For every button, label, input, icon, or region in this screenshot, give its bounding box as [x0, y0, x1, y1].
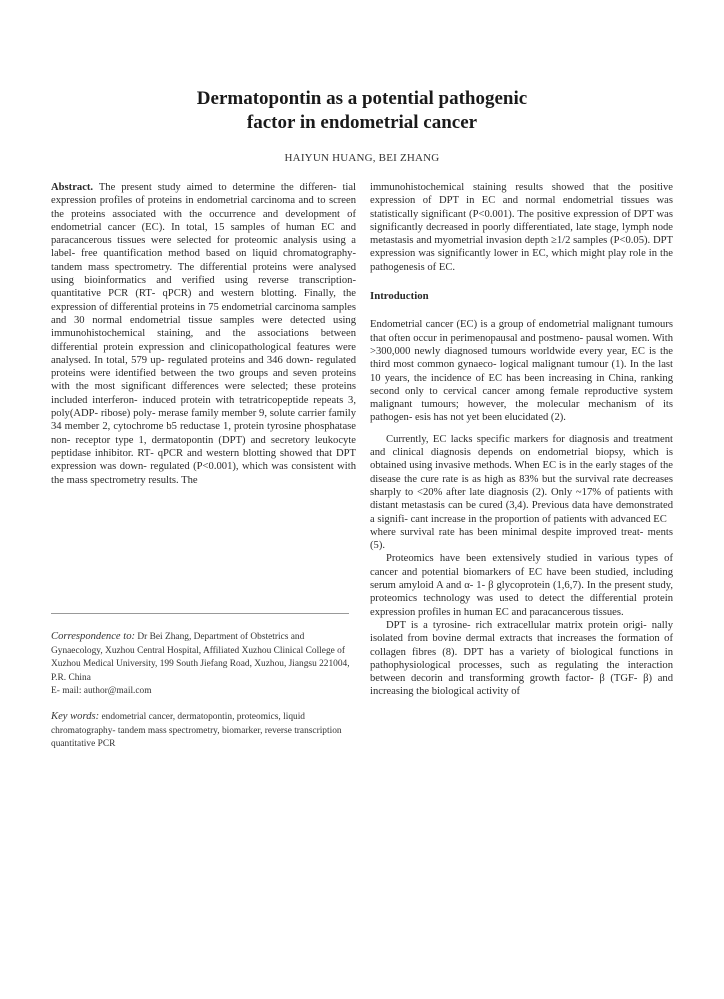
keywords-block: [51, 710, 356, 752]
keywords-text: endometrial cancer, dermatopontin, proteomics, liquid chromatography‐ tandem mass spectrometry, biomarker, reverse transcription quantitative PCR: [51, 712, 342, 749]
author-list: HAIYUN HUANG, BEI ZHANG: [284, 152, 440, 164]
correspondence-block: [51, 630, 356, 699]
abstract: [51, 181, 356, 487]
title-line-1: Dermatopontin as a potential pathogenic: [196, 88, 528, 109]
intro-paragraph-1: Endometrial cancer (EC) is a group of endometrial malignant tumours that often occur in perimenopausal and postmeno- pausal women. With >300,000 newly diagnosed tumours worldwide every year, EC is the third most common gynaeco‐ logical malignant tumour (1). In the last 10 years, the incidence of EC has been increasing in China, ranking second only to cervical cancer among female reproductive system malignant tumours; however, the molecular mechanism of its pathogen‐ esis has not yet been elucidated (2).: [370, 319, 673, 424]
intro-paragraph-4: DPT is a tyrosine‐ rich extracellular matrix protein origi‐ nally isolated from bovine dermal extracts that increases the formation of collagen fibres (8). DPT has a variety of biological functions in pathophysiological processes, such as regulating the interaction between decorin and transforming growth factor‐ β (TGF‐ β) and increasing the biological activity of: [370, 619, 673, 698]
correspondence-label: Correspondence to:: [51, 631, 136, 642]
left-column: [51, 181, 356, 487]
intro-paragraph-2: Currently, EC lacks specific markers for diagnosis and treatment and clinical diagnosis depends on endometrial biopsy, which is obtained using invasive methods. When EC is in the early stages of the disease the cure rate is as high as 83% but the survival rate decreases sharply to <20% after late diagnosis (2). Only ~17% of patients with distant metastasis can be cured (3,4). Previous data have demonstrated a signifi‐ cant increase in the proportion of patients with advanced EC: [370, 433, 673, 525]
title-line-2: factor in endometrial cancer: [246, 112, 478, 133]
introduction-heading: Introduction: [370, 290, 429, 303]
correspondence-email: E‐ mail: author@mail.com: [51, 686, 152, 696]
abstract-text: The present study aimed to determine the differen- tial expression profiles of proteins in endometrial carcinoma and to screen the proteins associated with the occurrence and development of endometrial cancer (EC). In total, 15 samples of human EC and paracancerous tissues were selected for proteomic analysis using a label‐ free quantification method based on liquid chromatography‐ tandem mass spectrometry. The differential proteins were analysed using bioinformatics and verified using reverse transcription‐ quantitative PCR (RT‐ qPCR) and western blotting. Finally, the expression of differential proteins in 75 endometrial carcinoma samples and 30 normal endometrial tissue samples were detected using immunohistochemical staining, and the associations between differential protein expression and clinicopathological features were analysed. In total, 579 up‐ regulated proteins and 346 down‐ regulated proteins were identified between the two groups and seven proteins with the most significant differences were selected; these proteins included interferon‐ induced protein with tetratricopeptide repeats 3, poly(ADP‐ ribose) poly‐ merase family member 9, solute carrier family 34 member 2, cytochrome b5 reductase 1, protein tyrosine phosphatase non‐ receptor type 1, dermatopontin (DPT) and secretory leukocyte peptidase inhibitor. RT‐ qPCR and western blotting showed that DPT expression was down‐ regulated (P<0.001), which was consistent with the mass spectrometry results. The: [51, 182, 356, 486]
keywords-label: Key words:: [51, 711, 100, 722]
correspondence-text: Dr Bei Zhang, Department of Obstetrics and Gynaecology, Xuzhou Central Hospital, Affiliated Xuzhou Clinical College of Xuzhou Medical University, 199 South Jiefang Road, Xuzhou, Jiangsu 221004, P.R. China: [51, 632, 350, 683]
right-column: [370, 181, 673, 699]
intro-paragraph-3: Proteomics have been extensively studied in various types of cancer and potential biomarkers of EC have been studied, including serum amyloid A and α‐ 1‐ β glycoprotein (1,6,7). In the present study, proteomics technology was used to detect the differential protein expression profiles in human EC and paracancerous tissues.: [370, 553, 673, 618]
abstract-label: Abstract.: [51, 182, 94, 193]
abstract-continuation: immunohistochemical staining results showed that the positive expression of DPT in EC and normal endometrial tissues was statistically significant (P<0.001). The positive expression of DPT was significantly decreased in poorly differentiated, late stage, lymph node metastasis and myometrial invasion depth ≥1/2 samples (P<0.05). DPT expression was significantly lower in EC, which might play role in the pathogenesis of EC.: [370, 182, 673, 273]
footnote-divider: [51, 613, 349, 614]
intro-paragraph-2-continued: where survival rate has been minimal despite improved treat- ments (5).: [370, 526, 673, 552]
paper-title: [0, 87, 724, 135]
